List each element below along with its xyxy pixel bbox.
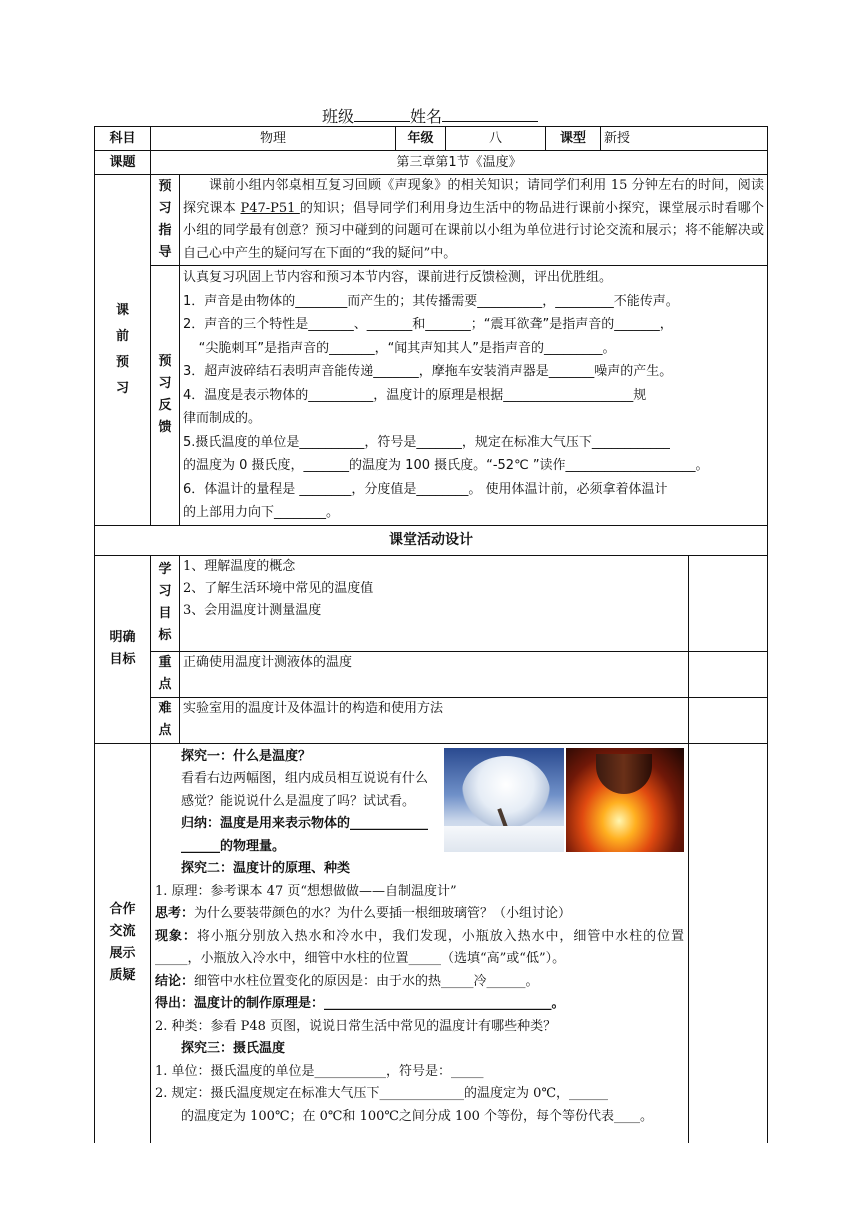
e2-conc: 细管中水柱位置变化的原因是：由于水的热_____冷______。 bbox=[194, 973, 539, 989]
images bbox=[444, 748, 684, 852]
e3-unit: 1. 单位：摄氏温度的单位是___________，符号是：_____ bbox=[155, 1063, 484, 1079]
feedback-intro: 认真复习巩固上节内容和预习本节内容，课前进行反馈检测，评出优胜组。 bbox=[183, 270, 613, 285]
topic-label: 课题 bbox=[95, 151, 151, 175]
info-row bbox=[95, 127, 768, 151]
e2-title: 探究二：温度计的原理、种类 bbox=[181, 861, 351, 876]
subject-label: 科目 bbox=[95, 127, 151, 151]
activity-title-row bbox=[95, 525, 768, 555]
feedback-label: 预习反馈 bbox=[151, 266, 180, 526]
feedback-q4a: 4．温度是表示物体的__________，温度计的原理是根据____________________规 bbox=[183, 387, 647, 403]
feedback-q2a: 2．声音的三个特性是_______、_______和_______；“震耳欲聋”是指声音的_______， bbox=[183, 317, 673, 332]
notes-cell[interactable] bbox=[689, 743, 768, 1143]
class-name-header bbox=[0, 104, 860, 127]
hard-row bbox=[95, 697, 768, 743]
feedback-q5b: 的温度为 0 摄氏度，_______的温度为 100 摄氏度。“-52℃ ”读作____________________。 bbox=[183, 458, 709, 473]
e2-phen-label: 现象： bbox=[155, 928, 197, 944]
feedback-q3: 3．超声波碎结石表明声音能传递_______，摩拖车安装消声器是_______噪声的产生。 bbox=[183, 364, 673, 379]
coop-label: 合作交流展示质疑 bbox=[95, 743, 151, 1143]
key-label: 重点 bbox=[151, 651, 180, 697]
e3-rule-a: 2. 规定：摄氏温度规定在标准大气压下_____________的温度定为 0℃，______ bbox=[155, 1086, 608, 1101]
class-blank[interactable] bbox=[354, 107, 410, 122]
notes-cell[interactable] bbox=[689, 697, 768, 743]
guide-text: 课前小组内邻桌相互复习回顾《声现象》的相关知识；请同学们利用 15 分钟左右的时间，阅读探究课本 P47-P51 的知识；倡导同学们利用身边生活中的物品进行课前小探究，课堂展示时看哪个小组的同学最有创意？预习中碰到的问题可在课前以小组为单位进行讨论交流和展示；将不能解决或自己心中产生的疑问写在下面的“我的疑问”中。 bbox=[180, 175, 768, 266]
learning-item-3: 3、会用温度计测量温度 bbox=[183, 602, 322, 618]
learning-goals-row bbox=[95, 555, 768, 651]
feedback-q2b: “尖脆刺耳”是指声音的_______，“闻其声知其人”是指声音的_________。 bbox=[198, 340, 616, 356]
preview-section-label: 课前预习 bbox=[95, 175, 151, 526]
preview-feedback-row bbox=[95, 266, 768, 526]
subject-value: 物理 bbox=[151, 127, 396, 151]
lesson-table bbox=[94, 126, 768, 1143]
feedback-q6a: 6．体温计的量程是 ________，分度值是________。 使用体温计前，必须拿着体温计 bbox=[183, 481, 668, 497]
e2-types: 2. 种类：参看 P48 页图，说说日常生活中常见的温度计有哪些种类？ bbox=[155, 1018, 557, 1034]
preview-guide-row bbox=[95, 175, 768, 266]
type-value: 新授 bbox=[601, 127, 768, 151]
e1-summary-a: 归纳：温度是用来表示物体的____________ bbox=[181, 816, 429, 831]
guide-pages: P47-P51 bbox=[240, 200, 300, 216]
e1-text: 看看右边两幅图，组内成员相互说说有什么感觉？能说说什么是温度了吗？试试看。 bbox=[181, 771, 429, 809]
topic-row bbox=[95, 151, 768, 175]
key-row bbox=[95, 651, 768, 697]
feedback-q4b: 律而制成的。 bbox=[183, 411, 262, 426]
name-label: 姓名 bbox=[410, 107, 443, 126]
learning-item-2: 2、了解生活环境中常见的温度值 bbox=[183, 580, 374, 596]
notes-cell[interactable] bbox=[689, 555, 768, 651]
grade-label: 年级 bbox=[396, 127, 446, 151]
e2-think-label: 思考： bbox=[155, 906, 195, 921]
class-label: 班级 bbox=[321, 107, 354, 126]
feedback-text bbox=[180, 266, 768, 526]
notes-cell[interactable] bbox=[689, 651, 768, 697]
topic-value: 第三章第1节《温度》 bbox=[151, 151, 768, 175]
e3-title: 探究三：摄氏温度 bbox=[181, 1041, 286, 1056]
hard-text: 实验室用的温度计及体温计的构造和使用方法 bbox=[180, 697, 689, 743]
e2-principle: 1. 原理：参考课本 47 页“想想做做——自制温度计” bbox=[155, 883, 457, 899]
hard-label: 难点 bbox=[151, 697, 180, 743]
feedback-q6b: 的上部用力向下________。 bbox=[183, 505, 340, 520]
e2-get: 得出：温度计的制作原理是：___________________________________。 bbox=[155, 996, 565, 1011]
learning-label: 学习目标 bbox=[151, 555, 180, 651]
goals-label: 明确目标 bbox=[95, 555, 151, 743]
e3-rule-b: 的温度定为 100℃；在 0℃和 100℃之间分成 100 个等份，每个等份代表____。 bbox=[181, 1108, 653, 1124]
e2-conc-label: 结论： bbox=[155, 973, 195, 989]
guide-label: 预习指导 bbox=[151, 175, 180, 266]
feedback-q5a: 5.摄氏温度的单位是__________，符号是_______，规定在标准大气压下____________ bbox=[183, 434, 670, 450]
type-label: 课型 bbox=[546, 127, 601, 151]
learning-item-1: 1、理解温度的概念 bbox=[183, 558, 296, 574]
e1-title: 探究一：什么是温度？ bbox=[181, 748, 312, 764]
name-blank[interactable] bbox=[442, 107, 538, 122]
grade-value: 八 bbox=[446, 127, 546, 151]
key-text: 正确使用温度计测液体的温度 bbox=[180, 651, 689, 697]
e2-think: 为什么要装带颜色的水？为什么要插一根细玻璃管？（小组讨论） bbox=[194, 906, 572, 921]
coop-row bbox=[95, 743, 768, 1143]
e2-phen: 将小瓶分别放入热水和冷水中，我们发现，小瓶放入热水中，细管中水柱的位置_____，小瓶放入冷水中，细管中水柱的位置_____（选填“高”或“低”）。 bbox=[155, 928, 684, 966]
molten-steel-image bbox=[566, 748, 684, 852]
activity-title: 课堂活动设计 bbox=[95, 525, 768, 555]
e1-summary-b: ______的物理量。 bbox=[181, 838, 286, 854]
learning-items bbox=[180, 555, 689, 651]
feedback-q1: 1．声音是由物体的________而产生的；其传播需要__________，_________不能传声。 bbox=[183, 293, 679, 309]
frost-tree-image bbox=[444, 748, 564, 852]
coop-content bbox=[151, 743, 689, 1143]
